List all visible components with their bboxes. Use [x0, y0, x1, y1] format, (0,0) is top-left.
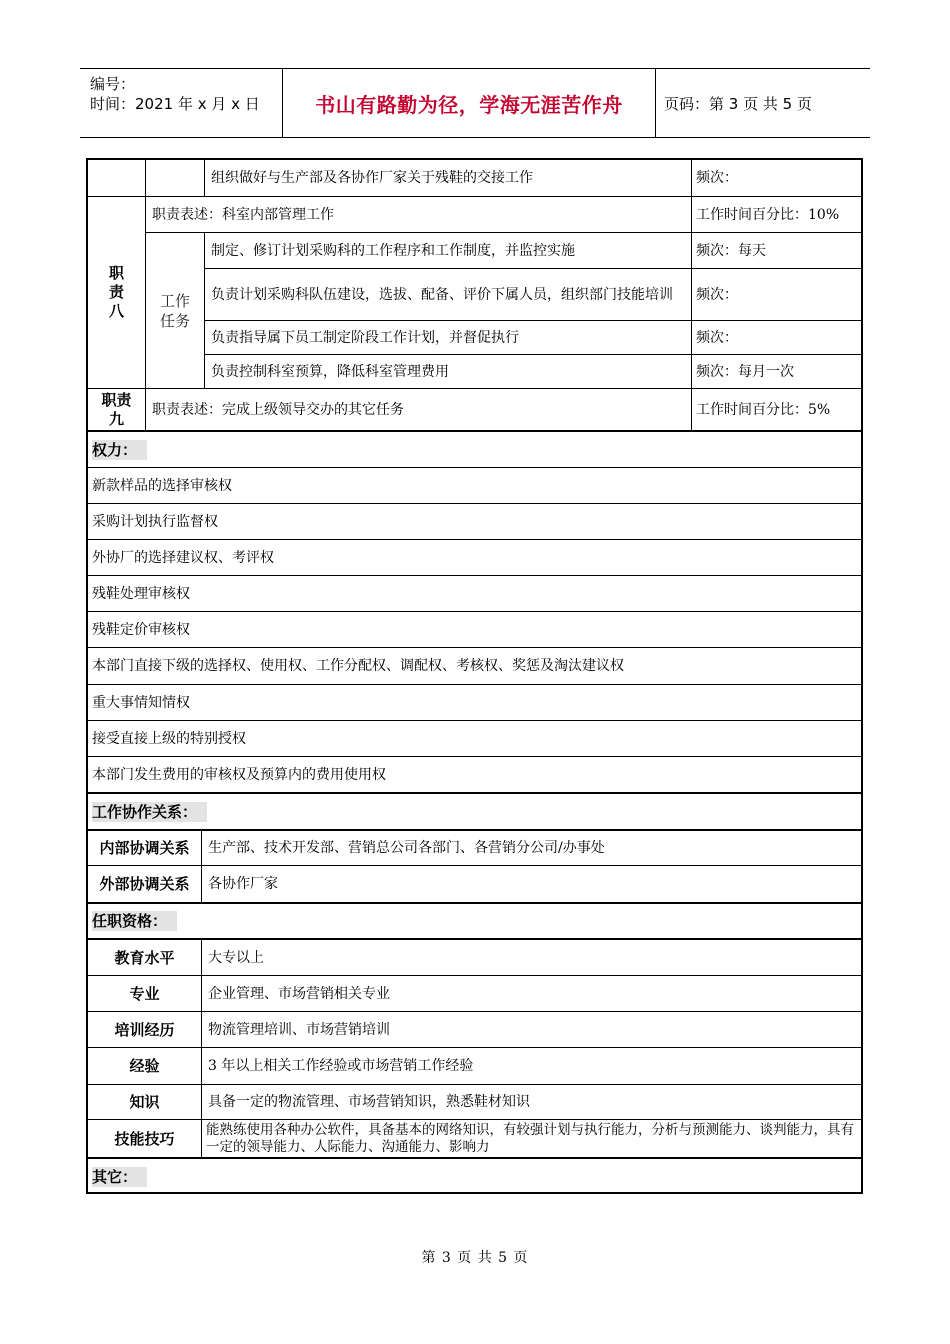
duty-8-task-1: 制定、修订计划采购科的工作程序和工作制度，并监控实施	[204, 232, 691, 268]
power-title-text: 权力：	[92, 440, 147, 460]
power-item: 残鞋处理审核权	[88, 575, 863, 611]
qualification-label: 技能技巧	[88, 1119, 201, 1157]
power-item: 本部门直接下级的选择权、使用权、工作分配权、调配权、考核权、奖惩及淘汰建议权	[88, 647, 863, 684]
duty-9-time-percent: 工作时间百分比：5%	[691, 388, 863, 430]
qualifications-title-text: 任职资格：	[92, 911, 177, 931]
duty-9-description: 职责表述：完成上级领导交办的其它任务	[145, 388, 691, 430]
duty-8-task-1-frequency: 频次：每天	[691, 232, 863, 268]
duty-8-task-3-frequency: 频次：	[691, 320, 863, 354]
qualification-value: 大专以上	[201, 938, 863, 975]
header-right	[656, 69, 870, 137]
qualification-value: 物流管理培训、市场营销培训	[201, 1011, 863, 1047]
power-item: 接受直接上级的特别授权	[88, 720, 863, 756]
power-item: 采购计划执行监督权	[88, 503, 863, 539]
qualification-label: 教育水平	[88, 938, 201, 975]
header-motto: 书山有路勤为径，学海无涯苦作舟	[315, 92, 623, 117]
external-relations-label: 外部协调关系	[88, 865, 201, 902]
duty-8-task-2-frequency: 频次：	[691, 268, 863, 320]
relations-title-text: 工作协作关系：	[92, 802, 207, 822]
power-item: 本部门发生费用的审核权及预算内的费用使用权	[88, 756, 863, 792]
qualification-value: 企业管理、市场营销相关专业	[201, 975, 863, 1011]
qualification-label: 专业	[88, 975, 201, 1011]
doc-number-label: 编号：	[90, 75, 136, 93]
external-relations-value: 各协作厂家	[201, 865, 863, 902]
page-header	[80, 68, 870, 138]
power-item: 重大事情知情权	[88, 684, 863, 720]
qualifications-section-title	[88, 902, 863, 938]
duty-8-description: 职责表述：科室内部管理工作	[145, 196, 691, 232]
power-section-title	[88, 430, 863, 467]
task-text: 组织做好与生产部及各协作厂家关于残鞋的交接工作	[204, 160, 691, 196]
header-left	[80, 69, 282, 137]
internal-relations-value: 生产部、技术开发部、营销总公司各部门、各营销分公司/办事处	[201, 829, 863, 865]
task-frequency: 频次：	[691, 160, 863, 196]
power-item: 外协厂的选择建议权、考评权	[88, 539, 863, 575]
relations-section-title	[88, 792, 863, 829]
duty-8-task-2: 负责计划采购科队伍建设，选拔、配备、评价下属人员，组织部门技能培训	[204, 268, 691, 320]
duty-8-task-4: 负责控制科室预算，降低科室管理费用	[204, 354, 691, 388]
page-footer: 第 3 页 共 5 页	[421, 1250, 529, 1266]
qualification-label: 经验	[88, 1047, 201, 1084]
duty-8-task-3: 负责指导属下员工制定阶段工作计划，并督促执行	[204, 320, 691, 354]
job-description-table	[86, 158, 863, 1194]
duty-8-task-4-frequency: 频次：每月一次	[691, 354, 863, 388]
internal-relations-label: 内部协调关系	[88, 829, 201, 865]
duty-8-label: 职 责 八	[88, 196, 145, 388]
power-item: 新款样品的选择审核权	[88, 467, 863, 503]
duty-9-label: 职责 九	[88, 388, 145, 430]
duty-label-cell-empty	[88, 160, 145, 196]
task-label-cell-empty	[145, 160, 204, 196]
qualification-value: 3 年以上相关工作经验或市场营销工作经验	[201, 1047, 863, 1084]
other-section-title	[88, 1157, 863, 1194]
duty-8-task-label: 工作 任务	[145, 232, 204, 388]
other-title-text: 其它：	[92, 1167, 147, 1187]
power-item: 残鞋定价审核权	[88, 611, 863, 647]
qualification-label: 培训经历	[88, 1011, 201, 1047]
qualification-label: 知识	[88, 1084, 201, 1119]
qualification-value: 能熟练使用各种办公软件，具备基本的网络知识，有较强计划与执行能力，分析与预测能力、谈判能力，具有一定的领导能力、人际能力、沟通能力、影响力	[201, 1119, 863, 1157]
duty-8-time-percent: 工作时间百分比：10%	[691, 196, 863, 232]
doc-date: 时间：2021 年 x 月 x 日	[90, 95, 260, 113]
header-center	[282, 69, 656, 137]
qualification-value: 具备一定的物流管理、市场营销知识，熟悉鞋材知识	[201, 1084, 863, 1119]
header-page-info: 页码：第 3 页 共 5 页	[664, 94, 812, 113]
